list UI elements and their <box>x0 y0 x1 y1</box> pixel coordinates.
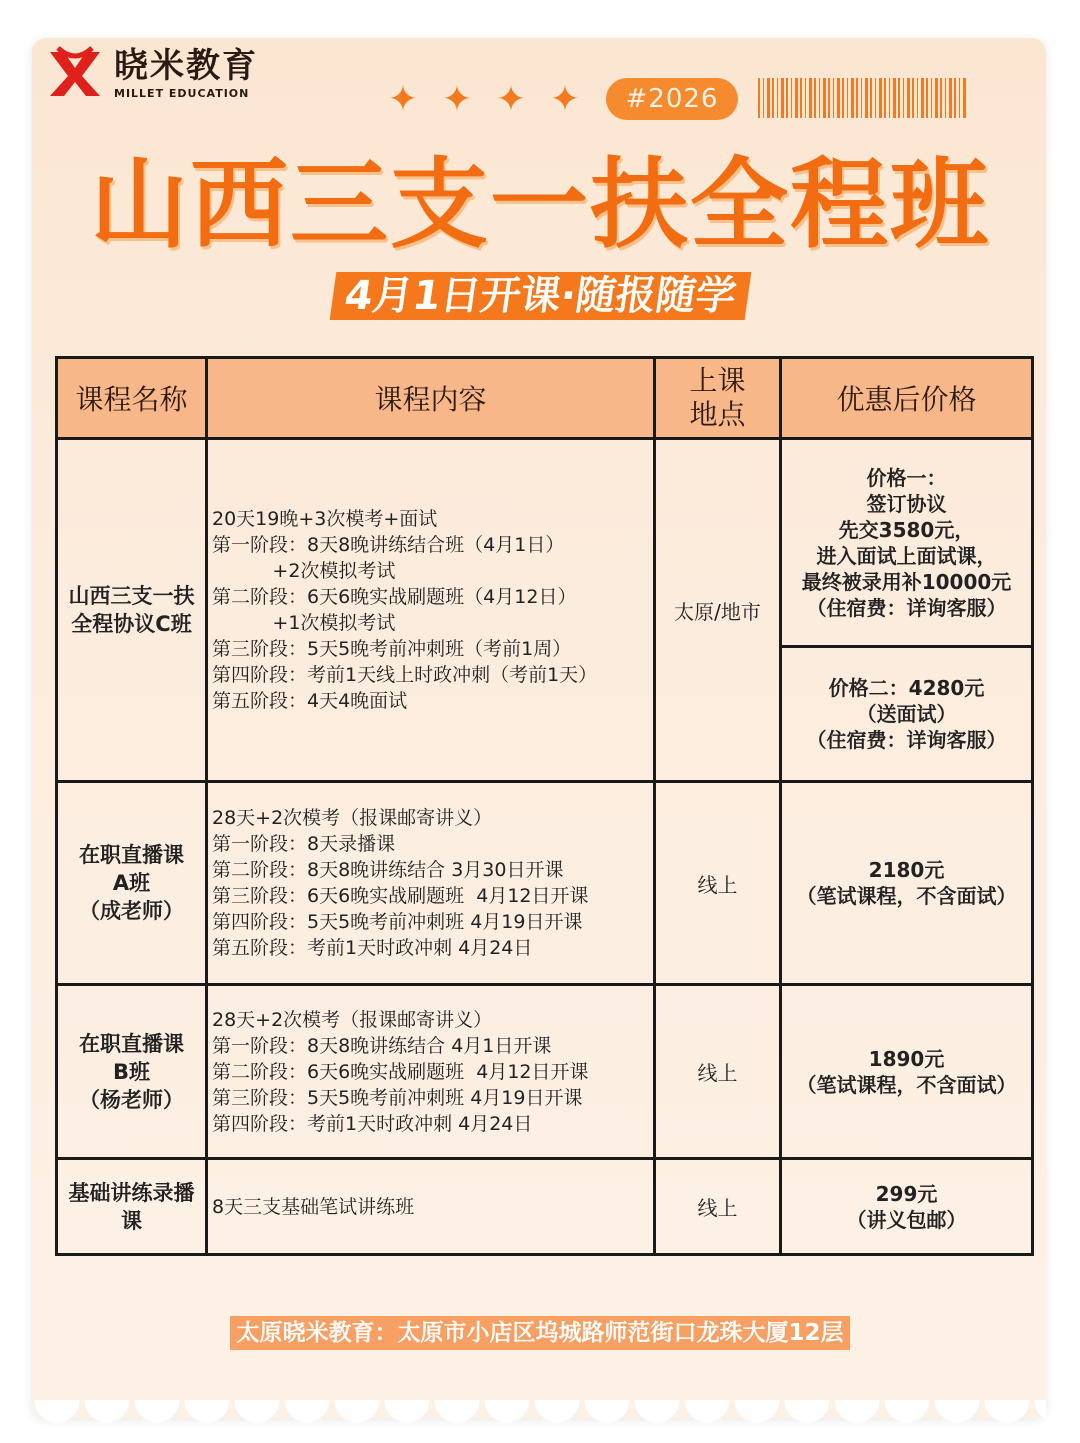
brand-name: 晓米教育 <box>114 45 258 86</box>
sparkle-icon: ✦ <box>387 79 419 120</box>
sparkle-icon: ✦ <box>549 79 581 120</box>
course-name-line: 在职直播课 <box>79 843 184 867</box>
price-line: （讲义包邮） <box>846 1207 967 1232</box>
content-line: 第五阶段：4天4晚面试 <box>212 690 408 712</box>
course-table <box>55 356 1034 1256</box>
price-line: （笔试课程，不含面试） <box>796 1072 1017 1097</box>
brand-name-en: MILLET EDUCATION <box>114 86 250 100</box>
price-line: （住宿费：详询客服） <box>806 728 1007 752</box>
course-name-line: （成老师） <box>79 899 184 923</box>
content-line: 第三阶段：5天5晚考前冲刺班 4月19日开课 <box>212 1086 583 1109</box>
course-content-cell <box>207 1159 655 1255</box>
content-line: 第二阶段：6天6晚实战刷题班 4月12日开课 <box>212 1060 589 1083</box>
table-row <box>57 985 1033 1159</box>
header-location <box>655 358 781 439</box>
price-line: （住宿费：详询客服） <box>806 595 1007 620</box>
course-name-cell <box>57 985 207 1159</box>
header-course-name: 课程名称 <box>57 358 207 439</box>
course-name-line: 基础讲练录播 <box>68 1180 195 1205</box>
course-location-cell: 线上 <box>655 1159 781 1255</box>
content-line: 第一阶段：8天录播课 <box>212 833 396 855</box>
price-line: （笔试课程，不含面试） <box>796 884 1017 908</box>
table-row <box>57 439 1033 647</box>
content-line: 第三阶段：6天6晚实战刷题班 4月12日开课 <box>212 885 589 907</box>
page-title: 山西三支一扶全程班 <box>89 148 990 262</box>
course-content-cell <box>207 985 655 1159</box>
content-line: 28天+2次模考（报课邮寄讲义） <box>212 1008 493 1031</box>
page-subtitle: 4月1日开课·随报随学 <box>329 272 751 320</box>
content-line: 第三阶段：5天5晚考前冲刺班（考前1周） <box>212 638 572 660</box>
content-line: 第一阶段：8天8晚讲练结合 4月1日开课 <box>212 1034 552 1057</box>
sparkle-icon: ✦ <box>495 79 527 120</box>
content-line: 第二阶段：6天6晚实战刷题班（4月12日） <box>212 586 577 608</box>
content-line: 8天三支基础笔试讲练班 <box>212 1195 415 1218</box>
header-location-line: 上课 <box>689 364 746 397</box>
millet-logo-icon <box>44 46 106 100</box>
course-name-line: A班 <box>112 871 151 895</box>
content-line: 第四阶段：考前1天线上时政冲刺（考前1天） <box>212 664 598 686</box>
course-name-line: B班 <box>112 1059 150 1084</box>
scalloped-edge <box>32 1400 1046 1436</box>
price-line: 进入面试上面试课， <box>816 543 997 568</box>
content-line: 28天+2次模考（报课邮寄讲义） <box>212 807 493 829</box>
price-line: 2180元 <box>868 858 945 882</box>
brand-logo <box>44 46 258 100</box>
course-name-cell <box>57 1159 207 1255</box>
table-row <box>57 782 1033 985</box>
course-name-line: 山西三支一扶 <box>68 584 195 608</box>
course-name-line: 全程协议C班 <box>71 612 192 636</box>
course-price-cell <box>781 782 1033 985</box>
header-course-content: 课程内容 <box>207 358 655 439</box>
course-price-cell <box>781 985 1033 1159</box>
decorative-stars <box>385 79 583 120</box>
content-line: 第五阶段：考前1天时政冲刺 4月24日 <box>212 937 533 959</box>
content-line: 第四阶段：5天5晚考前冲刺班 4月19日开课 <box>212 911 583 933</box>
sparkle-icon: ✦ <box>441 79 473 120</box>
course-location-cell: 线上 <box>655 985 781 1159</box>
price-line: 299元 <box>875 1181 938 1206</box>
course-name-cell <box>57 439 207 782</box>
content-line: 第一阶段：8天8晚讲练结合班（4月1日） <box>212 534 565 556</box>
price-line: 价格一： <box>866 465 947 490</box>
content-line: +1次模拟考试 <box>212 612 396 634</box>
content-line: 20天19晚+3次模考+面试 <box>212 508 438 530</box>
price-option-2-cell <box>781 647 1033 782</box>
course-location-cell: 太原/地市 <box>655 439 781 782</box>
course-name-line: （杨老师） <box>79 1087 184 1112</box>
barcode-decoration <box>758 78 968 118</box>
course-price-cell <box>781 1159 1033 1255</box>
address-banner: 太原晓米教育：太原市小店区坞城路师范街口龙珠大厦12层 <box>230 1316 849 1350</box>
content-line: +2次模拟考试 <box>212 560 396 582</box>
course-location-cell: 线上 <box>655 782 781 985</box>
price-line: （送面试） <box>856 702 957 726</box>
course-name-line: 在职直播课 <box>79 1031 184 1056</box>
table-header-row <box>57 358 1033 439</box>
price-option-1-cell <box>781 439 1033 647</box>
price-line: 先交3580元， <box>838 517 975 542</box>
header-price: 优惠后价格 <box>781 358 1033 439</box>
header-location-line: 地点 <box>689 398 746 431</box>
content-line: 第二阶段：8天8晚讲练结合 3月30日开课 <box>212 859 564 881</box>
price-line: 1890元 <box>868 1046 945 1071</box>
year-tag: #2026 <box>606 78 738 120</box>
price-line: 最终被录用补10000元 <box>801 569 1012 594</box>
price-line: 签订协议 <box>866 491 947 516</box>
price-line: 价格二：4280元 <box>828 676 985 700</box>
content-line: 第四阶段：考前1天时政冲刺 4月24日 <box>212 1112 533 1135</box>
course-name-cell <box>57 782 207 985</box>
table-row <box>57 1159 1033 1255</box>
course-content-cell <box>207 782 655 985</box>
course-name-line: 课 <box>121 1208 142 1233</box>
course-content-cell <box>207 439 655 782</box>
